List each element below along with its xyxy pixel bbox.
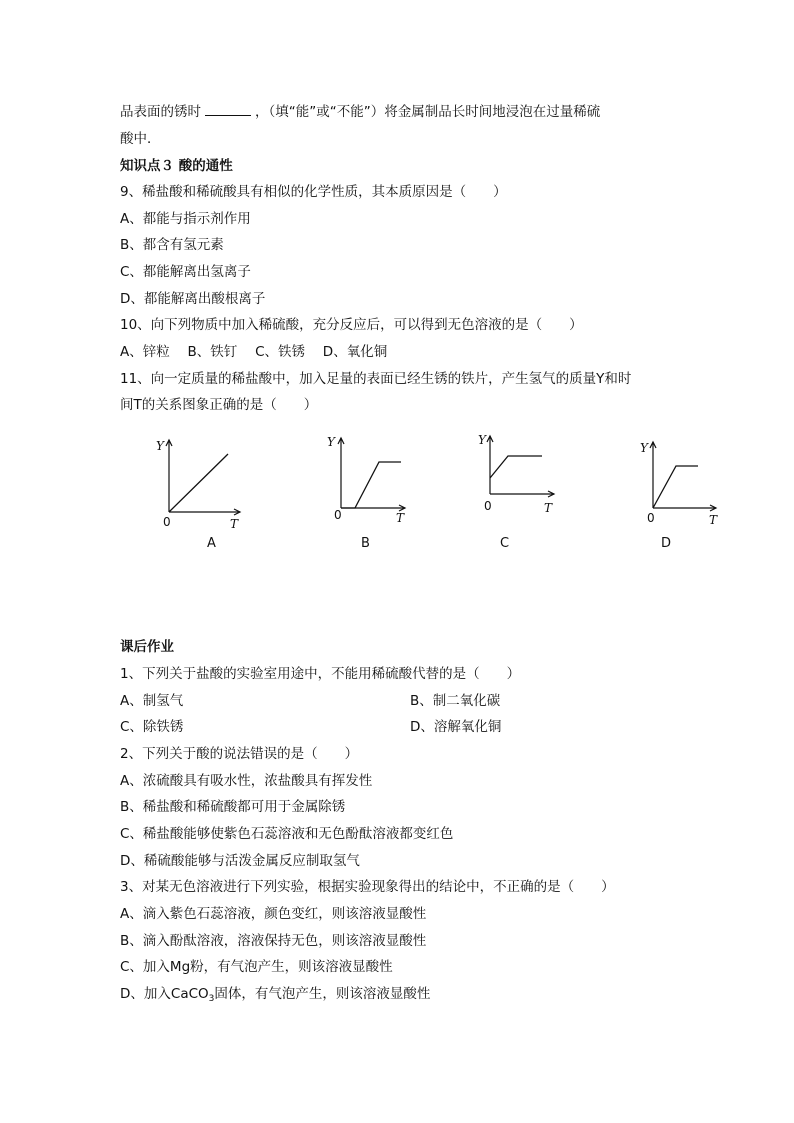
intro-text-post: ，（填“能”或“不能”）将金属制品长时间地浸泡在过量稀硫 [255,104,601,120]
hw-q1-option-a: A、制氢气 [120,693,184,709]
hw-q3-d-pre: D、加入 [120,986,171,1002]
graph-c-x-label: T [544,501,553,515]
hw-q3-option-d [120,985,430,1008]
answer-blank[interactable] [205,103,251,116]
graph-d-origin: 0 [647,511,655,525]
graph-c-origin: 0 [484,499,492,513]
graph-a-y-label: Y [156,439,164,453]
hw-q1-row-2 [120,718,502,736]
q9-option-a: A、都能与指示剂作用 [120,211,251,227]
homework-heading: 课后作业 [120,639,174,655]
graph-c [476,432,571,532]
graph-d-curve [653,466,698,508]
q10-stem: 10、向下列物质中加入稀硫酸，充分反应后，可以得到无色溶液的是（ ） [120,317,583,333]
graph-a-curve [169,454,228,512]
q11-stem-1: 11、向一定质量的稀盐酸中，加入足量的表面已经生锈的铁片，产生氢气的质量Y和时 [120,371,632,387]
section-heading-3: 知识点３ 酸的通性 [120,158,233,174]
graph-d-x-label: T [709,513,718,527]
hw-q3-d-subscript: 3 [208,994,215,1004]
graph-b [325,432,420,532]
hw-q1-stem: 1、下列关于盐酸的实验室用途中，不能用稀硫酸代替的是（ ） [120,666,521,682]
graph-a-origin: 0 [163,515,171,529]
hw-q1-option-b: B、制二氧化碳 [410,693,501,709]
hw-q1-option-d: D、溶解氧化铜 [410,719,502,735]
hw-q1-row-1 [120,692,501,710]
q9-option-c: C、都能解离出氢离子 [120,264,251,280]
hw-q2-option-a: A、浓硫酸具有吸水性，浓盐酸具有挥发性 [120,773,373,789]
graph-b-y-label: Y [327,435,335,449]
hw-q2-stem: 2、下列关于酸的说法错误的是（ ） [120,746,359,762]
q9-stem: 9、稀盐酸和稀硫酸具有相似的化学性质，其本质原因是（ ） [120,184,507,200]
hw-q3-d-post: 固体，有气泡产生，则该溶液显酸性 [214,986,431,1002]
intro-text-pre: 品表面的锈时 [120,104,201,120]
hw-q2-option-d: D、稀硫酸能够与活泼金属反应制取氢气 [120,853,360,869]
graph-b-label: B [361,536,370,551]
graph-d-label: D [661,536,672,551]
hw-q3-d-formula: CaCO [170,986,209,1002]
graph-c-y-label: Y [478,433,486,447]
graph-d [638,432,733,532]
q10-options: A、锌粒 B、铁钉 C、铁锈 D、氧化铜 [120,344,388,360]
q9-option-d: D、都能解离出酸根离子 [120,291,266,307]
graph-a-label: A [207,536,216,551]
hw-q3-option-b: B、滴入酚酞溶液，溶液保持无色，则该溶液显酸性 [120,933,427,949]
hw-q3-stem: 3、对某无色溶液进行下列实验，根据实验现象得出的结论中，不正确的是（ ） [120,879,615,895]
graph-c-curve [490,456,542,478]
graph-c-label: C [500,536,510,551]
hw-q3-option-a: A、滴入紫色石蕊溶液，颜色变红，则该溶液显酸性 [120,906,427,922]
hw-q1-option-c: C、除铁锈 [120,719,184,735]
graph-b-origin: 0 [334,508,342,522]
graph-a [150,432,245,532]
graph-a-x-label: T [230,517,239,531]
hw-q2-option-c: C、稀盐酸能够使紫色石蕊溶液和无色酚酞溶液都变红色 [120,826,454,842]
graph-b-x-label: T [396,511,405,525]
intro-line-2: 酸中． [120,131,161,147]
q9-option-b: B、都含有氢元素 [120,237,224,253]
q11-stem-2: 间T的关系图象正确的是（ ） [120,397,318,413]
graph-d-y-label: Y [640,441,648,455]
hw-q2-option-b: B、稀盐酸和稀硫酸都可用于金属除锈 [120,799,346,815]
graph-b-curve [341,462,401,508]
intro-line-1 [120,103,600,121]
hw-q3-option-c: C、加入Mg粉，有气泡产生，则该溶液显酸性 [120,959,393,975]
